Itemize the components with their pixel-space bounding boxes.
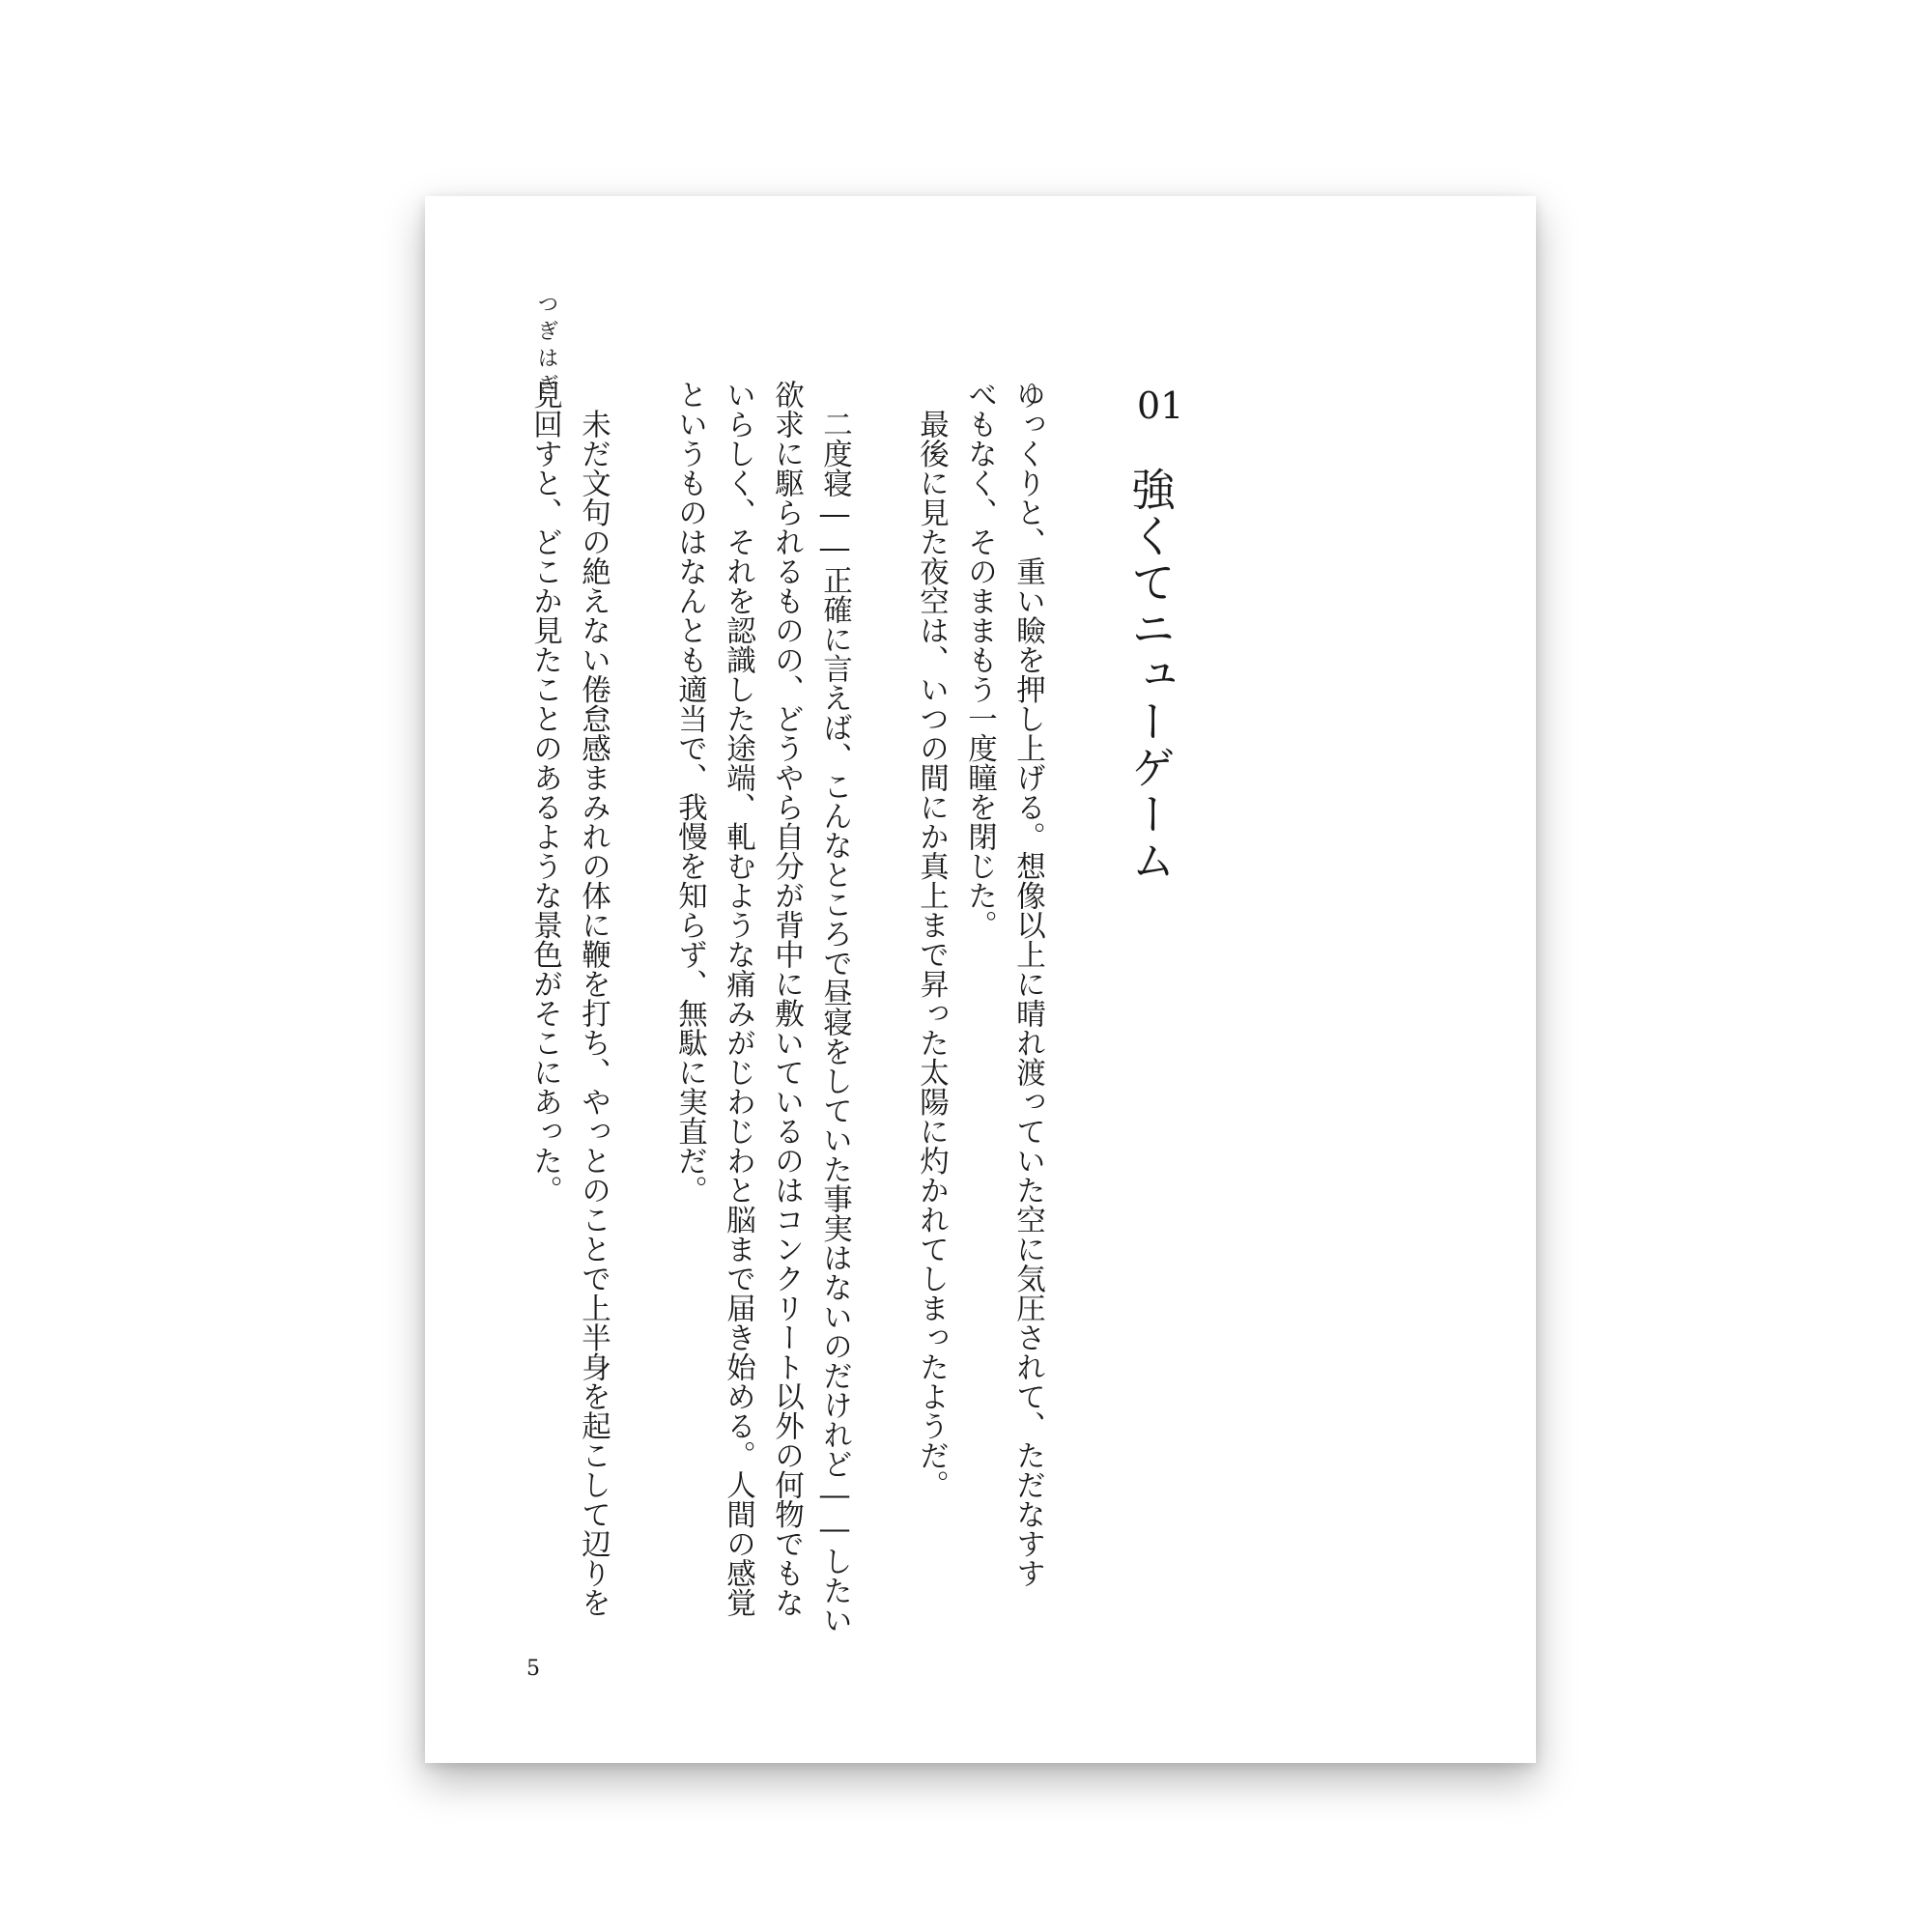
running-header: つぎはぎ bbox=[534, 293, 558, 401]
body-line-2: べもなく、そのままもう一度瞳を閉じた。 bbox=[962, 380, 997, 940]
body-line-6: いらしく、それを認識した途端、軋むような痛みがじわじわと脳まで届き始める。人間の感覚 bbox=[721, 380, 755, 1617]
body-line-4: 二度寝――正確に言えば、こんなところで昼寝をしていた事実はないのだけれど――したい bbox=[817, 380, 852, 1634]
page-number: 5 bbox=[526, 1657, 540, 1681]
body-line-3: 最後に見た夜空は、いつの間にか真上まで昇った太陽に灼かれてしまったようだ。 bbox=[914, 380, 949, 1499]
body-line-7: というものはなんとも適当で、我慢を知らず、無駄に実直だ。 bbox=[672, 380, 707, 1205]
book-page bbox=[425, 196, 1536, 1763]
body-line-8: 未だ文句の絶えない倦怠感まみれの体に鞭を打ち、やっとのことで上半身を起こして辺りを bbox=[576, 380, 611, 1617]
body-line-9: 見回すと、どこか見たことのあるような景色がそこにあった。 bbox=[527, 380, 562, 1205]
chapter-title: 強くてニューゲーム bbox=[1124, 467, 1177, 884]
chapter-number: 01 bbox=[1137, 384, 1184, 427]
body-line-5: 欲求に駆られるものの、どうやら自分が背中に敷いているのはコンクリート以外の何物でもな bbox=[769, 380, 804, 1617]
body-line-1: ゆっくりと、重い瞼を押し上げる。想像以上に晴れ渡っていた空に気圧されて、ただなすす bbox=[1010, 380, 1045, 1588]
